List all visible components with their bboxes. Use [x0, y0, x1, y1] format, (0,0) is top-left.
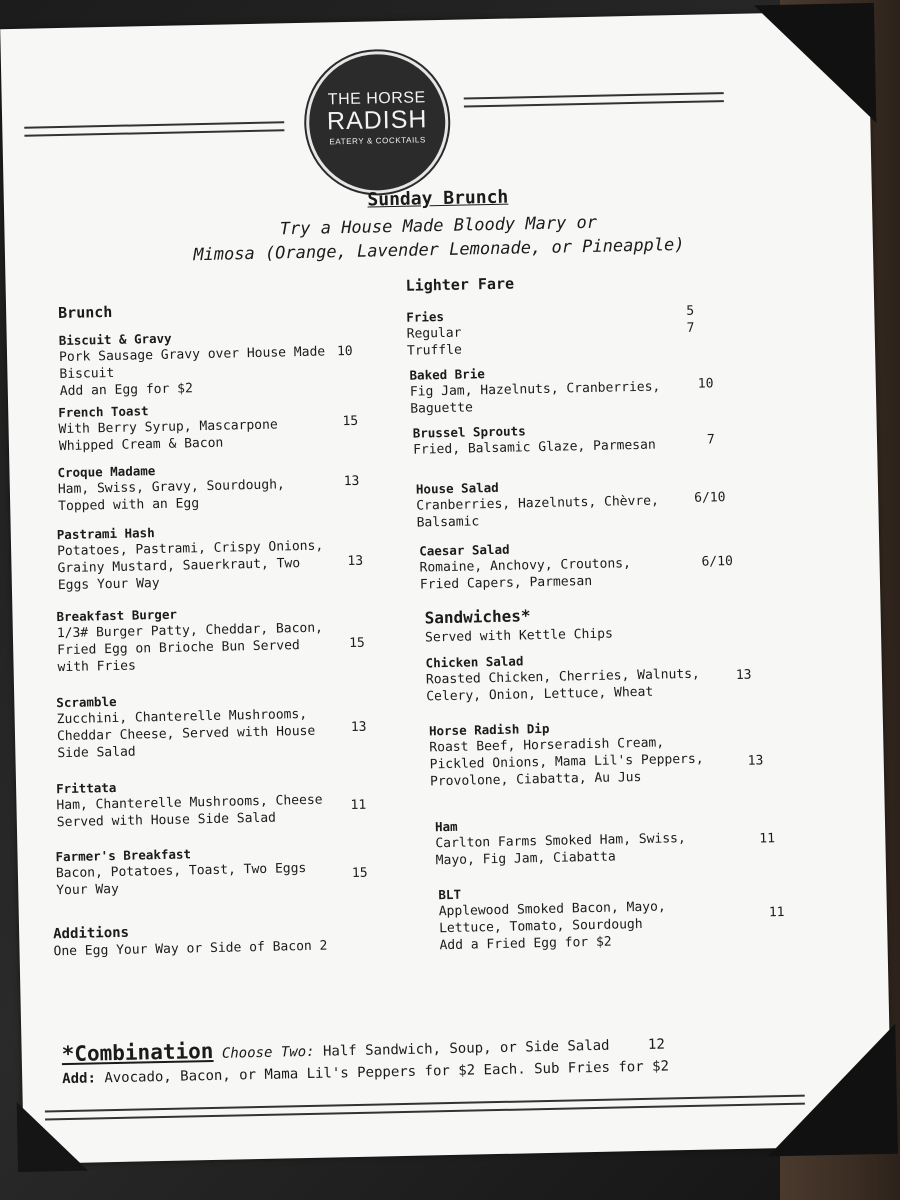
item-price: 7	[706, 432, 715, 448]
item-name: Brussel Sprouts	[412, 423, 526, 441]
item-desc: Cranberries, Hazelnuts, Chèvre, Balsamic	[416, 493, 660, 531]
item-name: House Salad	[415, 479, 499, 497]
item-price: 13	[350, 719, 367, 736]
item-name: Chicken Salad	[425, 653, 524, 671]
item-price: 15	[351, 865, 368, 882]
item-name: Biscuit & Gravy	[58, 330, 172, 349]
combination-choose-text: Half Sandwich, Soup, or Side Salad	[322, 1037, 610, 1060]
additions-heading: Additions	[53, 924, 130, 943]
item-name: Horse Radish Dip	[428, 720, 550, 739]
menu-item	[58, 397, 389, 455]
item-desc: Ham, Chanterelle Mushrooms, Cheese Served with House Side Salad	[56, 792, 323, 831]
footer-rule	[45, 1095, 805, 1121]
item-price: 15	[342, 413, 359, 430]
item-price: 11	[759, 831, 776, 847]
menu-item	[56, 773, 387, 831]
item-name: Breakfast Burger	[56, 606, 178, 625]
restaurant-logo	[305, 50, 450, 195]
combination-price: 12	[647, 1036, 665, 1053]
menu-item	[55, 841, 386, 899]
menu-item	[409, 360, 740, 418]
combination-section	[61, 1027, 842, 1090]
tagline-line-2: Mimosa (Orange, Lavender Lemonade, or Pineapple)	[193, 234, 685, 266]
sandwiches-heading: Sandwiches*	[424, 606, 531, 628]
item-price: 13	[735, 667, 752, 683]
item-price: 5 7	[686, 303, 695, 336]
item-name: Pastrami Hash	[56, 525, 155, 543]
item-desc: Applewood Smoked Bacon, Mayo, Lettuce, Tomato, Sourdough Add a Fried Egg for $2	[438, 899, 666, 954]
menu-item	[56, 687, 387, 762]
item-name: Baked Brie	[409, 366, 485, 383]
item-price: 6/10	[694, 490, 726, 506]
combination-choose-label: Choose Two:	[221, 1043, 315, 1062]
item-price: 6/10	[701, 553, 733, 570]
menu-sheet	[0, 11, 892, 1164]
item-desc: 1/3# Burger Patty, Cheddar, Bacon, Fried Egg on Brioche Bun Served with Fries	[56, 620, 324, 676]
tagline-line-1: Try a House Made Bloody Mary or	[279, 212, 598, 240]
logo-line-2: RADISH	[326, 105, 428, 136]
item-desc: Fried, Balsamic Glaze, Parmesan	[412, 437, 656, 458]
menu-item	[435, 811, 766, 869]
item-price: 15	[348, 635, 365, 652]
item-name: BLT	[438, 886, 462, 903]
menu-item	[413, 418, 744, 459]
item-desc: Pork Sausage Gravy over House Made Biscuit Add an Egg for $2	[58, 344, 326, 400]
header-rule-left	[24, 121, 284, 136]
item-desc: Fig Jam, Hazelnuts, Cranberries, Baguette	[409, 379, 661, 417]
menu-item	[57, 457, 388, 515]
combination-add-label: Add:	[62, 1070, 97, 1088]
menu-item	[425, 648, 746, 706]
item-name: Scramble	[56, 693, 117, 711]
item-desc: Regular Truffle	[406, 325, 462, 359]
brunch-heading: Brunch	[57, 302, 113, 323]
item-price: 13	[347, 553, 364, 570]
menu-item	[406, 303, 687, 360]
menu-item	[59, 325, 390, 400]
menu-item	[56, 601, 387, 676]
item-name: French Toast	[58, 403, 149, 421]
item-desc: Carlton Farms Smoked Ham, Swiss, Mayo, Fig Jam, Ciabatta	[435, 831, 686, 869]
additions	[53, 919, 414, 961]
item-desc: Potatoes, Pastrami, Crispy Onions, Grainy Mustard, Sauerkraut, Two Eggs Your Way	[57, 538, 324, 594]
item-desc: Zucchini, Chanterelle Mushrooms, Cheddar Cheese, Served with House Side Salad	[56, 706, 316, 762]
menu-item	[419, 536, 750, 594]
sandwiches-subheading: Served with Kettle Chips	[424, 626, 614, 646]
menu-item	[438, 879, 769, 954]
lighter-fare-heading: Lighter Fare	[405, 274, 515, 295]
header-rule-right	[464, 92, 724, 107]
item-price: 13	[343, 473, 360, 490]
item-name: Fries	[406, 308, 445, 325]
item-price: 11	[350, 797, 367, 814]
logo-line-3: EATERY & COCKTAILS	[329, 135, 426, 147]
item-price: 13	[747, 753, 764, 769]
combination-title: *Combination	[61, 1038, 214, 1067]
item-name: Farmer's Breakfast	[55, 846, 192, 865]
item-desc: Bacon, Potatoes, Toast, Two Eggs Your Way	[55, 860, 307, 899]
item-name: Croque Madame	[57, 463, 156, 481]
logo-line-1: THE HORSE	[327, 89, 426, 109]
item-desc: Roasted Chicken, Cherries, Walnuts, Celery, Onion, Lettuce, Wheat	[425, 666, 700, 705]
item-price: 11	[768, 904, 785, 921]
item-desc: Ham, Swiss, Gravy, Sourdough, Topped with an Egg	[57, 477, 285, 515]
item-price: 10	[336, 343, 353, 360]
menu-item	[429, 715, 760, 790]
item-price: 10	[697, 376, 714, 392]
combination-add-text: Avocado, Bacon, or Mama Lil's Peppers for $2 Each. Sub Fries for $2	[104, 1058, 670, 1087]
item-desc: Romaine, Anchovy, Croutons, Fried Capers, Parmesan	[419, 556, 632, 593]
item-name: Ham	[434, 818, 458, 835]
item-name: Frittata	[55, 779, 117, 797]
item-desc: Roast Beef, Horseradish Cream, Pickled Onions, Mama Lil's Peppers, Provolone, Ciabatta, Au Jus	[429, 735, 704, 790]
holder-corner-top-right	[754, 3, 876, 125]
item-name: Caesar Salad	[419, 541, 510, 559]
menu-item	[57, 519, 388, 594]
additions-desc: One Egg Your Way or Side of Bacon 2	[53, 938, 328, 960]
item-desc: With Berry Syrup, Mascarpone Whipped Cream & Bacon	[58, 417, 278, 455]
menu-title: Sunday Brunch	[367, 186, 509, 211]
